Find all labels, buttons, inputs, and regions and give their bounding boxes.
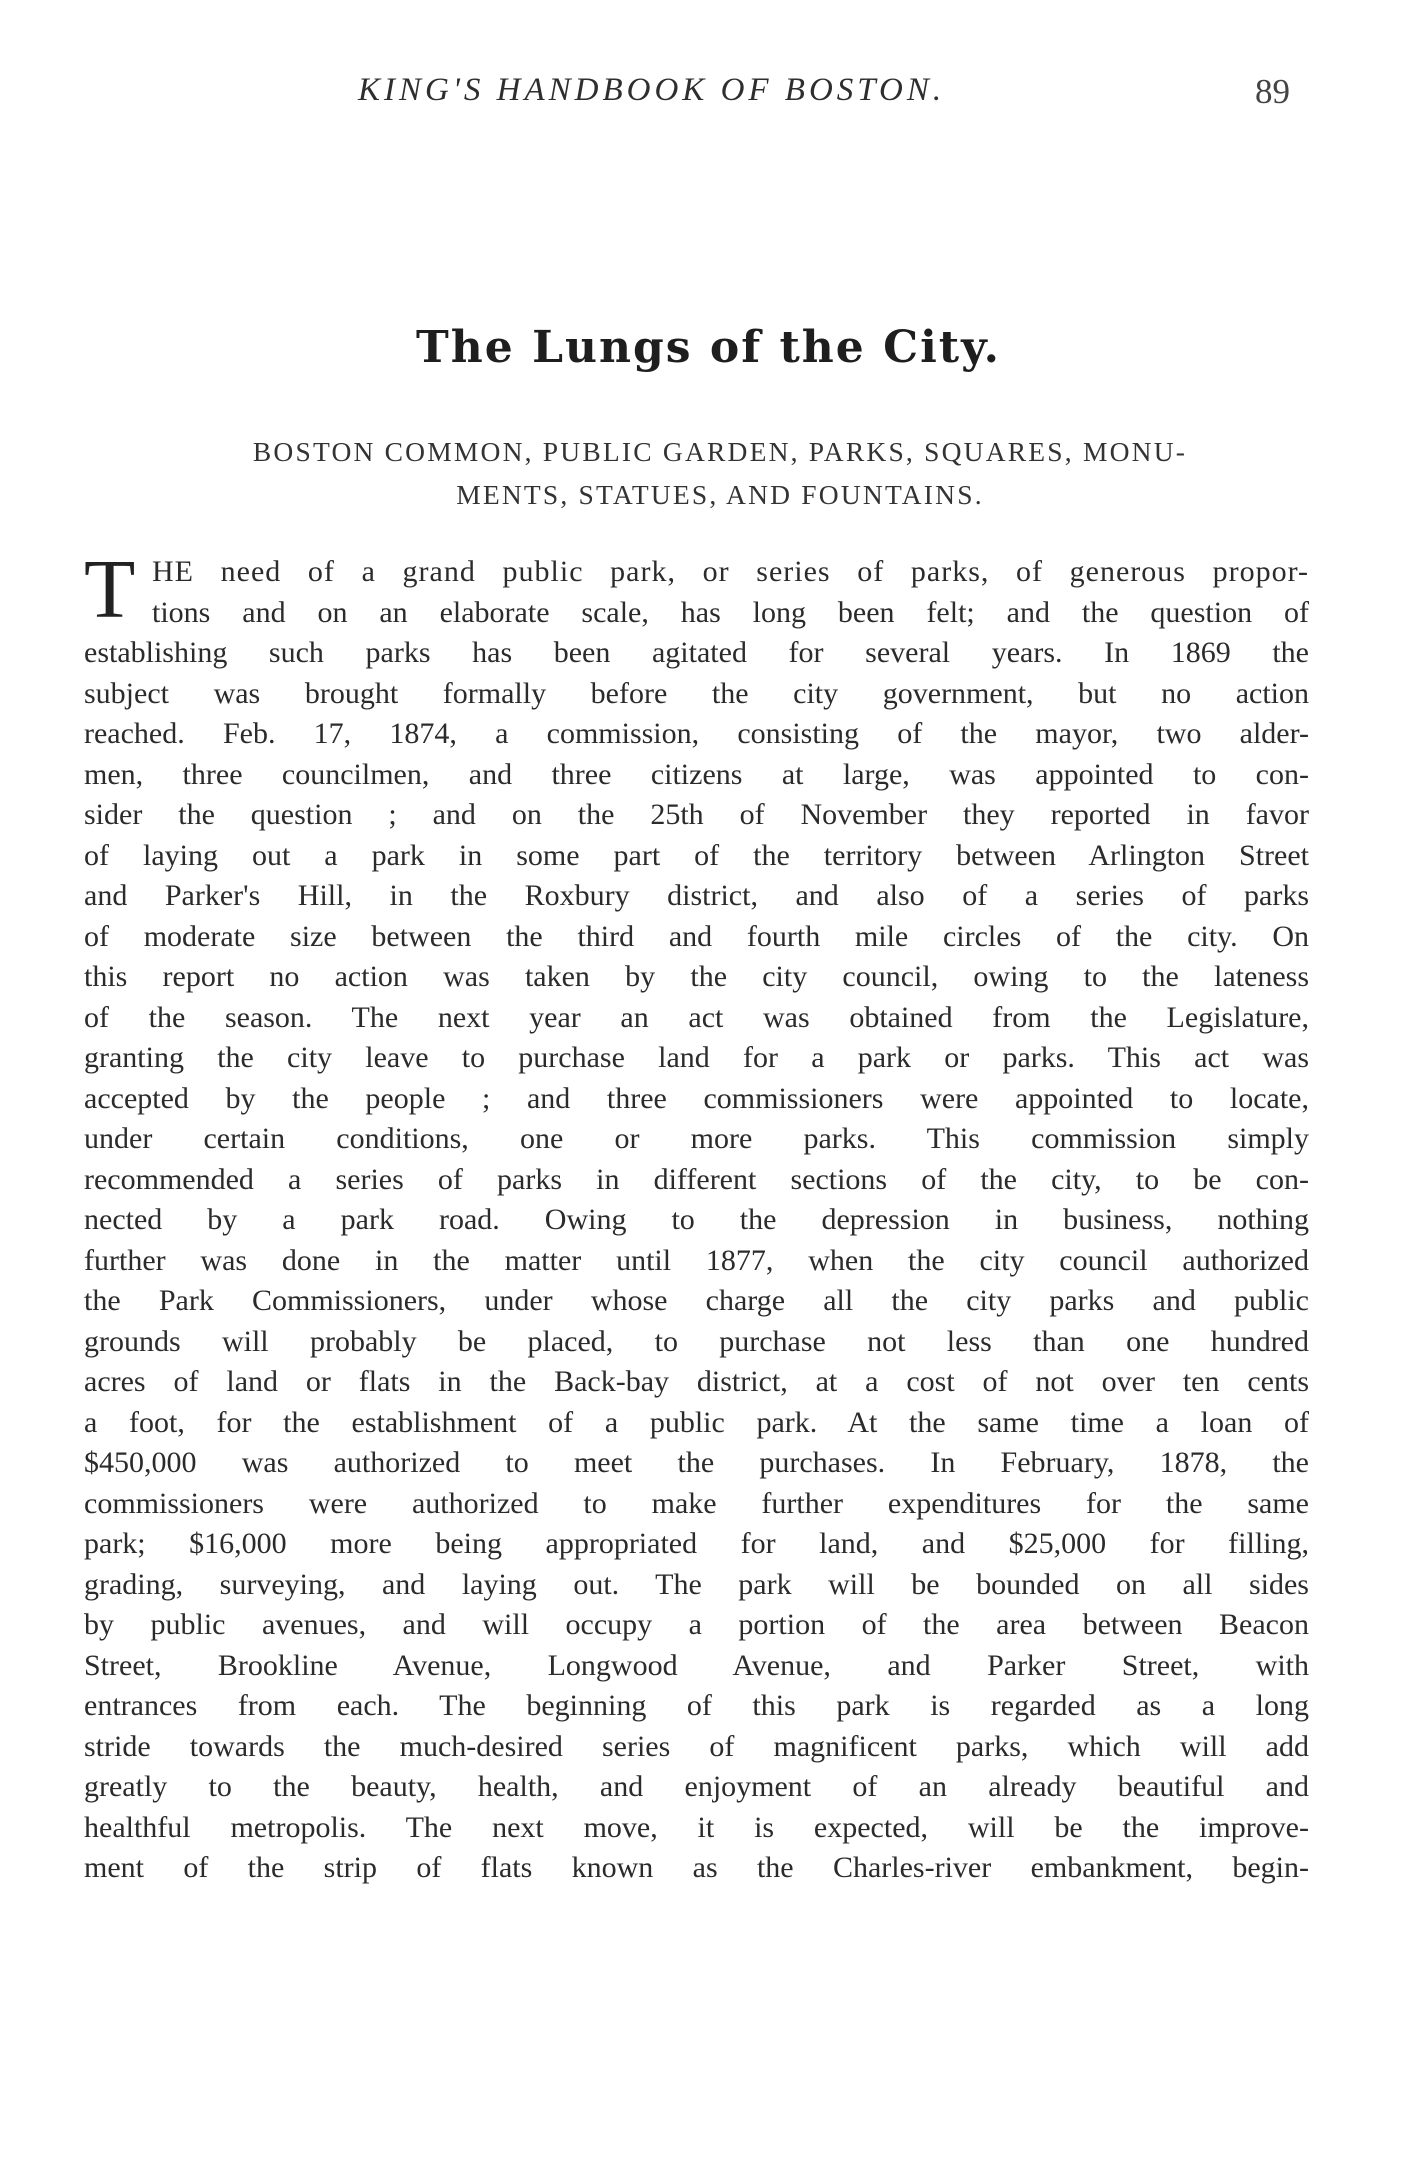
body-line: Street, Brookline Avenue, Longwood Avenue, and Parker Street, with (84, 1648, 1309, 1682)
body-line: acres of land or flats in the Back-bay district, at a cost of not over ten cents (84, 1365, 1309, 1398)
body-line: healthful metropolis. The next move, it is expected, will be the improve- (84, 1810, 1309, 1844)
body-line: further was done in the matter until 1877, when the city council authorized (84, 1243, 1309, 1277)
body-line (84, 552, 1309, 593)
body-line: and Parker's Hill, in the Roxbury district, and also of a series of parks (84, 879, 1309, 912)
chapter-title: The Lungs of the City. (416, 322, 1001, 373)
running-header (0, 72, 1417, 132)
drop-cap: T (84, 543, 136, 636)
body-line: men, three councilmen, and three citizens at large, was appointed to con- (84, 757, 1309, 791)
body-line: entrances from each. The beginning of this park is regarded as a long (84, 1689, 1309, 1722)
body-line: of laying out a park in some part of the territory between Arlington Street (84, 838, 1309, 872)
body-line: ment of the strip of flats known as the Charles-river embankment, begin- (84, 1851, 1309, 1884)
subtitle-line: BOSTON COMMON, PUBLIC GARDEN, PARKS, SQUARES, MONU- (252, 436, 1188, 467)
body-line: sider the question ; and on the 25th of November they reported in favor (84, 798, 1309, 831)
body-line: by public avenues, and will occupy a portion of the area between Beacon (84, 1608, 1309, 1641)
body-line: granting the city leave to purchase land for a park or parks. This act was (84, 1041, 1309, 1074)
body-line: park; $16,000 more being appropriated for land, and $25,000 for filling, (84, 1527, 1309, 1560)
body-line: $450,000 was authorized to meet the purchases. In February, 1878, the (84, 1446, 1309, 1479)
body-line: accepted by the people ; and three commissioners were appointed to locate, (84, 1081, 1309, 1115)
body-line: tions and on an elaborate scale, has long been felt; and the question of (152, 595, 1309, 629)
subtitle-line: MENTS, STATUES, AND FOUNTAINS. (456, 479, 984, 510)
body-line: nected by a park road. Owing to the depression in business, nothing (84, 1203, 1309, 1236)
body-line: the Park Commissioners, under whose charge all the city parks and public (84, 1284, 1309, 1317)
body-line: a foot, for the establishment of a public park. At the same time a loan of (84, 1405, 1309, 1439)
body-line: establishing such parks has been agitated for several years. In 1869 the (84, 636, 1309, 669)
running-title: KING'S HANDBOOK OF BOSTON. (358, 72, 946, 108)
body-line: this report no action was taken by the city council, owing to the lateness (84, 960, 1309, 993)
body-line: recommended a series of parks in different sections of the city, to be con- (84, 1162, 1309, 1196)
body-line: greatly to the beauty, health, and enjoyment of an already beautiful and (84, 1770, 1309, 1803)
body-line: of moderate size between the third and fourth mile circles of the city. On (84, 919, 1309, 953)
body-line: subject was brought formally before the city government, but no action (84, 676, 1309, 710)
body-text (84, 552, 1309, 1889)
chapter-subtitle (130, 430, 1310, 516)
body-line: under certain conditions, one or more parks. This commission simply (84, 1122, 1309, 1155)
body-line: grounds will probably be placed, to purchase not less than one hundred (84, 1324, 1309, 1358)
body-line: of the season. The next year an act was obtained from the Legislature, (84, 1000, 1309, 1034)
first-line-text: HE need of a grand public park, or series of parks, of generous propor- (152, 555, 1309, 588)
body-line: stride towards the much-desired series of magnificent parks, which will add (84, 1729, 1309, 1763)
body-line: reached. Feb. 17, 1874, a commission, consisting of the mayor, two alder- (84, 717, 1309, 750)
page-number: 89 (1255, 72, 1290, 111)
body-line: grading, surveying, and laying out. The park will be bounded on all sides (84, 1567, 1309, 1601)
body-line: commissioners were authorized to make further expenditures for the same (84, 1486, 1309, 1520)
